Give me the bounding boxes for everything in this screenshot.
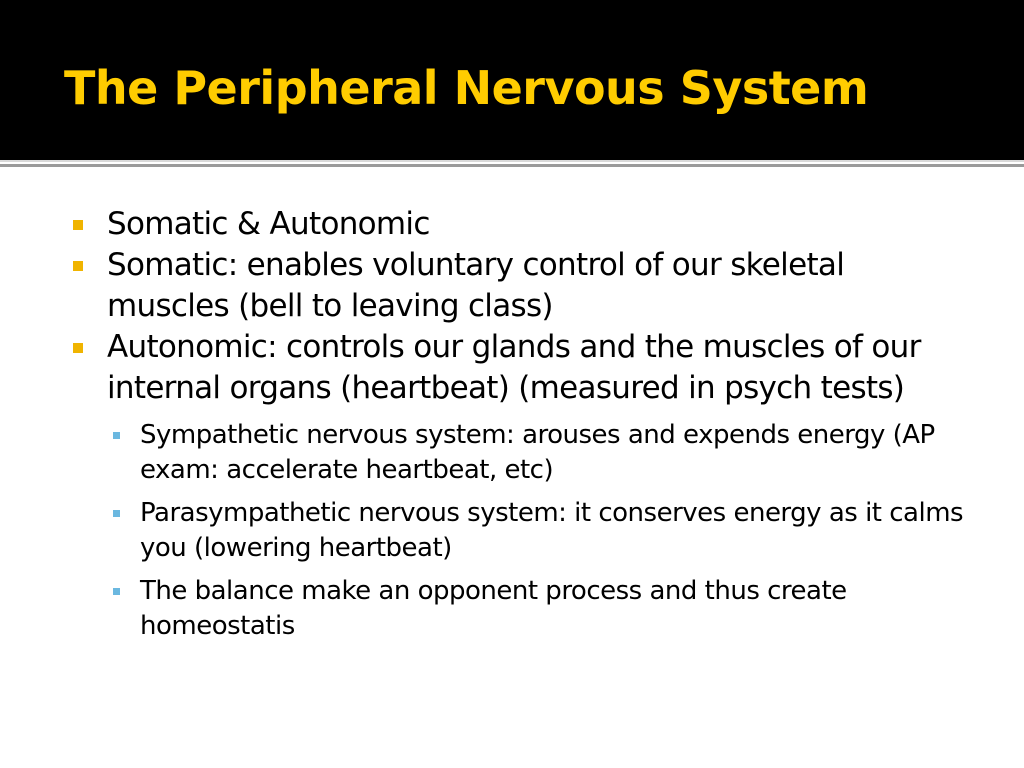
square-sub-bullet-icon <box>113 588 120 595</box>
square-bullet-icon <box>73 343 83 353</box>
bullet-text: Somatic & Autonomic <box>107 206 430 242</box>
bullet-item <box>70 245 970 327</box>
square-bullet-icon <box>73 261 83 271</box>
sub-bullet-text: Parasympathetic nervous system: it conserves energy as it calms you (lowering heartbeat) <box>140 498 964 563</box>
square-sub-bullet-icon <box>113 432 120 439</box>
sub-bullet-item <box>70 496 970 566</box>
title-divider-light <box>0 160 1024 162</box>
bullet-item <box>70 204 970 245</box>
slide-title: The Peripheral Nervous System <box>64 61 869 115</box>
square-bullet-icon <box>73 220 83 230</box>
sub-bullet-item <box>70 574 970 644</box>
sub-bullet-text: Sympathetic nervous system: arouses and expends energy (AP exam: accelerate heartbeat, etc) <box>140 420 935 485</box>
bullet-item <box>70 327 970 409</box>
bullet-list <box>70 204 970 644</box>
title-bar <box>0 0 1024 160</box>
sub-bullet-text: The balance make an opponent process and thus create homeostatis <box>140 576 847 641</box>
sub-bullet-item <box>70 418 970 488</box>
title-divider-dark <box>0 164 1024 167</box>
bullet-text: Somatic: enables voluntary control of our skeletal muscles (bell to leaving class) <box>107 247 845 324</box>
bullet-text: Autonomic: controls our glands and the muscles of our internal organs (heartbeat) (measured in psych tests) <box>107 329 921 406</box>
square-sub-bullet-icon <box>113 510 120 517</box>
